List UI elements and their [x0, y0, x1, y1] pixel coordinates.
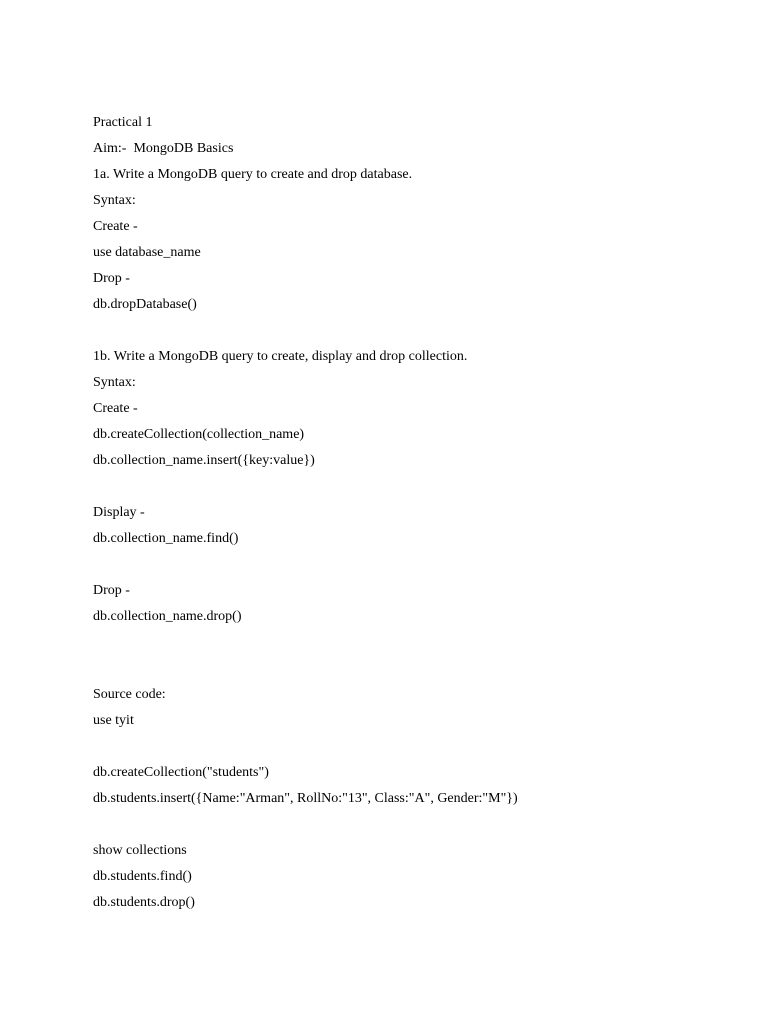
- drop-label-1b: Drop -: [93, 583, 130, 598]
- aim-line: Aim:- MongoDB Basics: [93, 141, 234, 156]
- spacer: [93, 656, 733, 682]
- document-page: [93, 110, 733, 916]
- drop-label-1a: Drop -: [93, 271, 130, 286]
- question-1b: 1b. Write a MongoDB query to create, display and drop collection.: [93, 349, 468, 364]
- spacer: [93, 630, 733, 656]
- code-drop-students: db.students.drop(): [93, 895, 195, 910]
- display-label-1b: Display -: [93, 505, 145, 520]
- spacer: [93, 734, 733, 760]
- spacer: [93, 474, 733, 500]
- code-create-collection: db.createCollection(collection_name): [93, 427, 305, 442]
- spacer: [93, 552, 733, 578]
- syntax-label-1a: Syntax:: [93, 193, 136, 208]
- code-create-students: db.createCollection("students"): [93, 765, 269, 780]
- code-find-collection: db.collection_name.find(): [93, 531, 239, 546]
- code-drop-collection: db.collection_name.drop(): [93, 609, 242, 624]
- spacer: [93, 812, 733, 838]
- code-use-tyit: use tyit: [93, 713, 134, 728]
- create-label-1b: Create -: [93, 401, 138, 416]
- create-label-1a: Create -: [93, 219, 138, 234]
- code-insert-students: db.students.insert({Name:"Arman", RollNo:"13", Class:"A", Gender:"M"}): [93, 791, 518, 806]
- code-use-database: use database_name: [93, 245, 201, 260]
- code-insert-collection: db.collection_name.insert({key:value}): [93, 453, 315, 468]
- practical-title: Practical 1: [93, 115, 153, 130]
- spacer: [93, 318, 733, 344]
- syntax-label-1b: Syntax:: [93, 375, 136, 390]
- source-code-label: Source code:: [93, 687, 166, 702]
- code-find-students: db.students.find(): [93, 869, 192, 884]
- code-drop-database: db.dropDatabase(): [93, 297, 197, 312]
- code-show-collections: show collections: [93, 843, 187, 858]
- question-1a: 1a. Write a MongoDB query to create and drop database.: [93, 167, 413, 182]
